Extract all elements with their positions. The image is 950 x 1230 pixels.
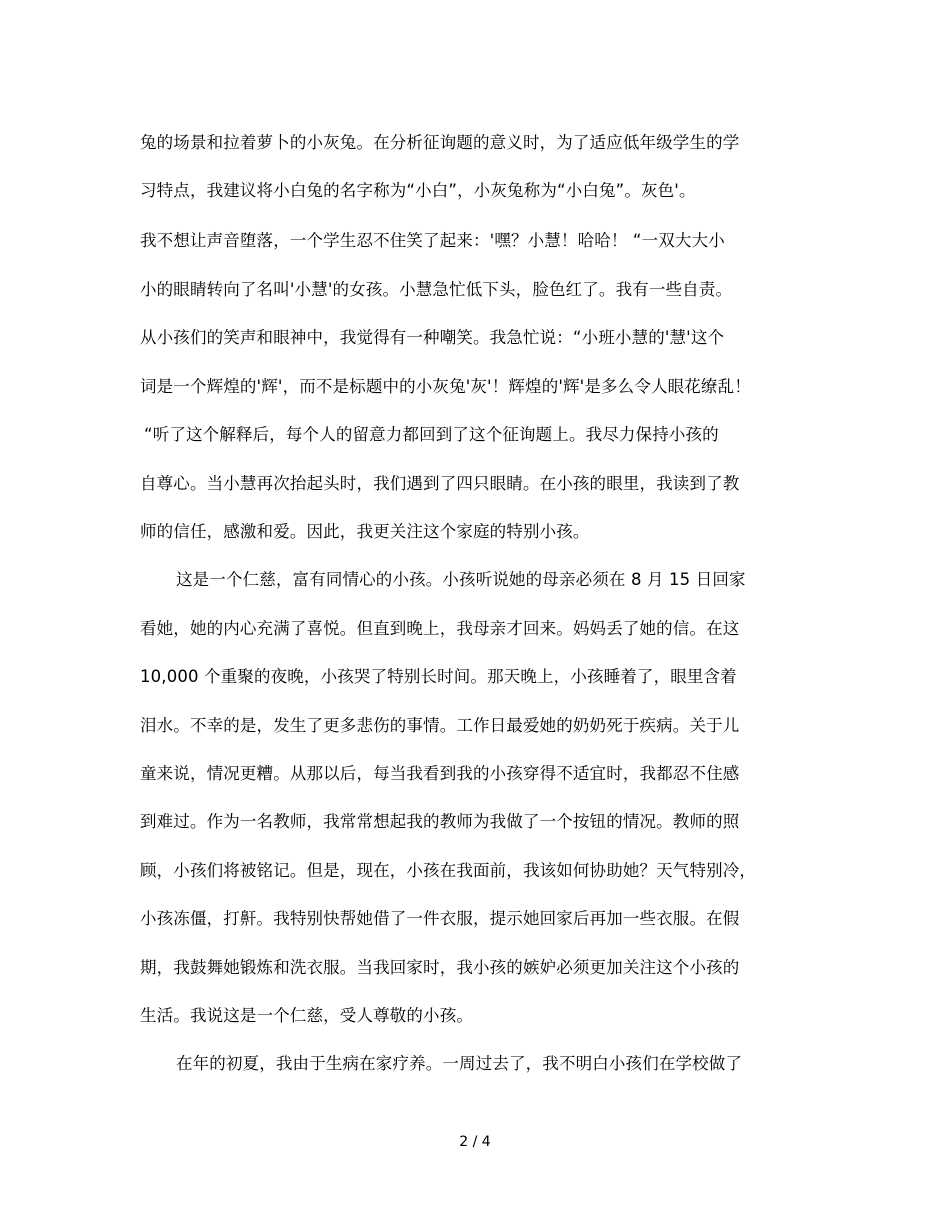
- text-line: 小的眼睛转向了名叫'小慧'的女孩。小慧急忙低下头，脸色红了。我有一些自责。: [140, 280, 733, 299]
- text-line: 期，我鼓舞她锻炼和洗衣服。当我回家时，我小孩的嫉妒必须更加关注这个小孩的: [140, 958, 740, 977]
- text-line: “听了这个解释后，每个人的留意力都回到了这个征询题上。我尽力保持小孩的: [144, 425, 719, 444]
- text-line: 我不想让声音堕落，一个学生忍不住笑了起来：'嘿？小慧！哈哈！ “一双大大小: [140, 231, 725, 250]
- text-line: 词是一个辉煌的'辉'，而不是标题中的小灰兔'灰'！辉煌的'辉'是多么令人眼花缭乱！: [140, 377, 751, 396]
- text-line: 童来说，情况更糟。从那以后，每当我看到我的小孩穿得不适宜时，我都忍不住感: [140, 764, 740, 783]
- text-line: 从小孩们的笑声和眼神中，我觉得有一种嘲笑。我急忙说：“小班小慧的'慧'这个: [140, 328, 725, 347]
- text-line: 师的信任，感激和爱。因此，我更关注这个家庭的特别小孩。: [140, 522, 590, 541]
- paragraph-first-line: 在年的初夏，我由于生病在家疗养。一周过去了，我不明白小孩们在学校做了: [176, 1054, 743, 1073]
- text-line: 兔的场景和拉着萝卜的小灰兔。在分析征询题的意义时，为了适应低年级学生的学: [140, 133, 740, 152]
- text-line: 看她，她的内心充满了喜悦。但直到晚上，我母亲才回来。妈妈丢了她的信。在这: [140, 619, 740, 638]
- text-line: 生活。我说这是一个仁慈，受人尊敬的小孩。: [140, 1006, 473, 1025]
- text-line: 10,000 个重聚的夜晚，小孩哭了特别长时间。那天晚上，小孩睡着了，眼里含着: [140, 667, 737, 686]
- text-line: 泪水。不幸的是，发生了更多悲伤的事情。工作日最爱她的奶奶死于疾病。关于儿: [140, 716, 740, 735]
- text-line: 顾，小孩们将被铭记。但是，现在，小孩在我面前，我该如何协助她？天气特别冷，: [140, 861, 757, 880]
- text-line: 到难过。作为一名教师，我常常想起我的教师为我做了一个按钮的情况。教师的照: [140, 812, 740, 831]
- text-line: 小孩冻僵，打鼾。我特别快帮她借了一件衣服，提示她回家后再加一些衣服。在假: [140, 909, 740, 928]
- text-line: 自尊心。当小慧再次抬起头时，我们遇到了四只眼睛。在小孩的眼里，我读到了教: [140, 474, 740, 493]
- text-line: 习特点，我建议将小白兔的名字称为“小白”，小灰兔称为“小白兔”。灰色'。: [140, 181, 696, 200]
- paragraph-first-line: 这是一个仁慈，富有同情心的小孩。小孩听说她的母亲必须在 8 月 15 日回家: [176, 570, 746, 589]
- page-number: 2 / 4: [459, 1134, 491, 1150]
